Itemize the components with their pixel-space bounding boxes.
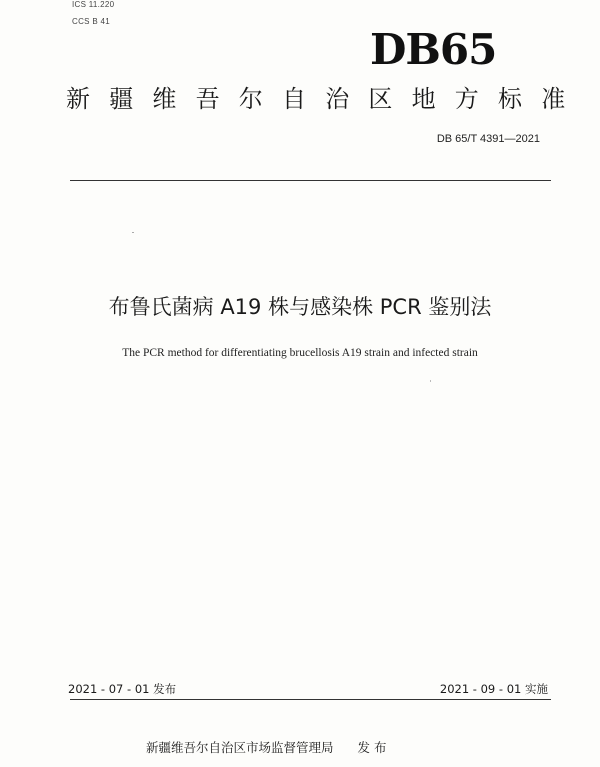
standard-number: DB 65/T 4391—2021	[436, 133, 540, 145]
publisher-action: 发 布	[357, 740, 387, 755]
scan-speck	[132, 232, 134, 233]
publisher-name: 新疆维吾尔自治区市场监督管理局	[146, 740, 334, 755]
implementation-date: 2021 - 09 - 01 实施	[439, 682, 548, 696]
document-title-en: The PCR method for differentiating brucellosis A19 strain and infected strain	[122, 347, 478, 359]
top-divider	[70, 180, 551, 181]
ics-code: ICS 11.220	[72, 0, 115, 9]
publisher-line	[146, 740, 456, 756]
issue-date: 2021 - 07 - 01 发布	[68, 682, 177, 696]
issuer-title: 新疆维吾尔自治区地方标准	[66, 85, 585, 113]
document-title-zh: 布鲁氏菌病 A19 株与感染株 PCR 鉴别法	[108, 295, 492, 319]
scan-speck	[430, 380, 431, 382]
bottom-divider	[70, 699, 551, 700]
ccs-code: CCS B 41	[72, 17, 110, 26]
db65-logo: DB65	[370, 25, 497, 74]
